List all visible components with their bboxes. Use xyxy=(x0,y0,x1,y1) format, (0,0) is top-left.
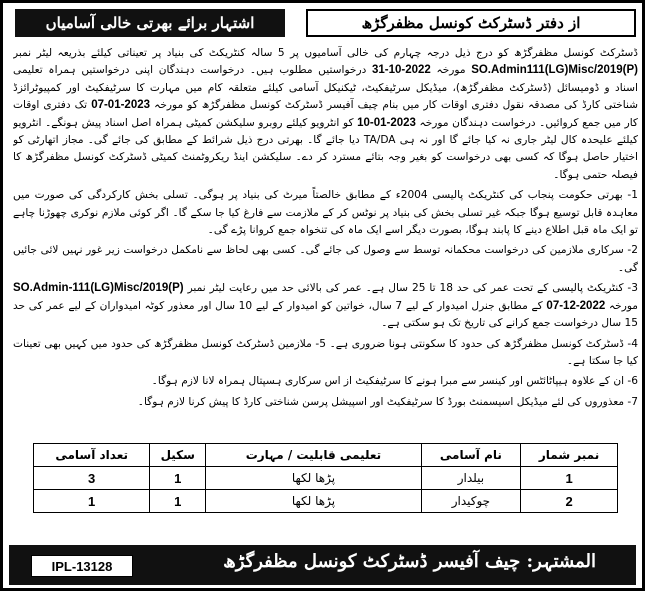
advertiser-name: المشتہر: چیف آفیسر ڈسٹرکٹ کونسل مظفرگڑھ xyxy=(223,551,596,572)
cell-post: بیلدار xyxy=(421,467,520,490)
header-serial: نمبر شمار xyxy=(521,444,618,467)
advertisement-body xyxy=(13,45,638,433)
intro-interview-date: 10-01-2023 xyxy=(357,116,416,129)
intro-text-c: درخواستیں مطلوب ہیں۔ درخواست دہندگان اپنی درخواستیں ہمراہ تعلیمی اسناد و ڈومیسائل (ڈسٹرکٹ مظفرگڑھ)، میڈیکل سرٹیفکیٹ، ٹیکنیکل آسامی کیلئے متعلقہ کام میں مہارت کا سرٹیفکیٹ اور کمپیوٹرائزڈ شناختی کارڈ کی مصدقہ نقول دفتری اوقات کار میں بنام چیف آفیسر ڈسٹرکٹ کونسل مظفرگڑھ کو مورخہ xyxy=(13,64,638,112)
condition-1: 1- بھرتی حکومت پنجاب کی کنٹریکٹ پالیسی 2004ء کے مطابق خالصتاً میرٹ کی بنیاد پر ہوگی۔ تسلی بخش کارکردگی کی صورت میں معاہدہ قابل توسیع ہوگا جبکہ غیر تسلی بخش کی بنیاد پر نوٹس کر کے ملازمت سے فارغ کیا جا سکے گا۔ اگر کوئی ملازم نوکری چھوڑنا چاہے تو ایک ماہ قبل اطلاع دینے کا پابند ہوگا، بصورت دیگر اسے ایک ماہ کی تنخواہ جمع کروانا پڑے گی۔ xyxy=(13,189,638,237)
condition-4-5 xyxy=(13,336,638,371)
intro-letter-ref: SO.Admin111(LG)Misc/2019(P) xyxy=(471,64,638,77)
header-qualification: تعلیمی قابلیت / مہارت xyxy=(206,444,421,467)
condition-3-text-b: مورخہ xyxy=(608,299,638,312)
condition-3-text-c: کے مطابق جنرل امیدوار کے لیے 7 سال، خواتین کو امیدوار کے لیے 10 سال اور معذور کوٹہ امیدواران کے لیے عمر کی حد 15 سال درخواست جمع کرانے کی تاریخ تک ہو سکتی ہے۔ xyxy=(13,299,638,330)
intro-date: 31-10-2022 xyxy=(371,64,431,77)
intro-text-b: مورخہ xyxy=(436,64,466,77)
cell-qualification: پڑھا لکھا xyxy=(206,467,421,490)
table-header-row xyxy=(34,444,618,467)
table-row xyxy=(34,490,618,513)
condition-4: 4- ڈسٹرکٹ کونسل مظفرگڑھ کی حدود کا سکونتی ہونا ضروری ہے۔ xyxy=(329,337,638,350)
condition-2: 2- سرکاری ملازمین کی درخواست محکمانہ توسط سے وصول کی جائے گی۔ کسی بھی لحاظ سے نامکمل درخواست زیر غور نہیں لائی جائیں گی۔ xyxy=(13,244,638,274)
header-post: نام آسامی xyxy=(421,444,520,467)
header xyxy=(9,7,642,39)
intro-text-a: ڈسٹرکٹ کونسل مظفرگڑھ کو درج ذیل درجہ چہارم کی خالی آسامیوں پر 5 سالہ کنٹریکٹ کی بنیاد پر تعیناتی کیلئے بذریعہ لیٹر نمبر xyxy=(13,47,638,59)
footer-banner xyxy=(9,545,636,585)
cell-count: 3 xyxy=(34,467,150,490)
cell-serial: 1 xyxy=(521,467,618,490)
table-row xyxy=(34,467,618,490)
office-title: از دفتر ڈسٹرکٹ کونسل مظفرگڑھ xyxy=(306,9,636,37)
cell-post: چوکیدار xyxy=(421,490,520,513)
condition-5: 5- ملازمین ڈسٹرکٹ کونسل مظفرگڑھ کی حدود میں کہیں بھی تعینات کیا جا سکتا ہے۔ xyxy=(13,337,638,367)
vacancy-banner: اشتہار برائے بھرتی خالی آسامیاں xyxy=(15,9,285,37)
cell-count: 1 xyxy=(34,490,150,513)
cell-scale: 1 xyxy=(150,467,206,490)
intro-last-date: 07-01-2023 xyxy=(91,99,151,112)
condition-3-text-a: 3- کنٹریکٹ پالیسی کے تحت عمر کی حد 18 تا 25 سال ہے۔ عمر کی بالائی حد میں رعایت لیٹر نمبر xyxy=(187,282,638,295)
vacancy-table-wrapper xyxy=(33,443,618,513)
cell-scale: 1 xyxy=(150,490,206,513)
header-scale: سکیل xyxy=(150,444,206,467)
condition-3-date: 07-12-2022 xyxy=(546,299,606,312)
condition-7: 7- معذوروں کی لئے میڈیکل اسیسمنٹ بورڈ کا سرٹیفکیٹ اور اسپیشل پرسن شناختی کارڈ کا پیش کرنا لازم ہوگا۔ xyxy=(137,395,638,408)
intro-paragraph xyxy=(13,45,638,184)
intro-text-d: تک دفتری اوقات کار میں جمع کروائیں۔ درخواست دہندگان مورخہ xyxy=(13,99,638,129)
ipl-code: IPL-13128 xyxy=(31,555,133,577)
condition-6: 6- ان کے علاوہ ہیپاٹائٹس اور کینسر سے مبرا ہونے کا سرٹیفکیٹ از اس سرکاری ہسپتال ہمراہ لانا لازم ہوگا۔ xyxy=(151,375,638,388)
cell-serial: 2 xyxy=(521,490,618,513)
cell-qualification: پڑھا لکھا xyxy=(206,490,421,513)
condition-3-letter-ref: SO.Admin-111(LG)Misc/2019(P) xyxy=(13,282,184,295)
vacancy-table xyxy=(33,443,618,513)
header-count: تعداد آسامی xyxy=(34,444,150,467)
condition-3 xyxy=(13,280,638,332)
intro-text-e: کو انٹرویو کیلئے روبرو سلیکشن کمیٹی ہمراہ اصل اسناد پیش ہونگے۔ انٹرویو کیلئے علیحدہ کال لیٹر جاری نہ کیا جائے گا اور نہ ہی TA/DA دیا جائے گا۔ بھرتی درج ذیل شرائط کے مطابق کی جائے گی۔ مجاز اتھارٹی کو اختیار حاصل ہوگا کہ کسی بھی درخواست کو بغیر وجہ بتائے مسترد کر دے۔ سلیکشن اینڈ ریکروٹمنٹ کمیٹی ڈسٹرکٹ کونسل مظفرگڑھ کا فیصلہ حتمی ہوگا۔ xyxy=(13,116,638,181)
